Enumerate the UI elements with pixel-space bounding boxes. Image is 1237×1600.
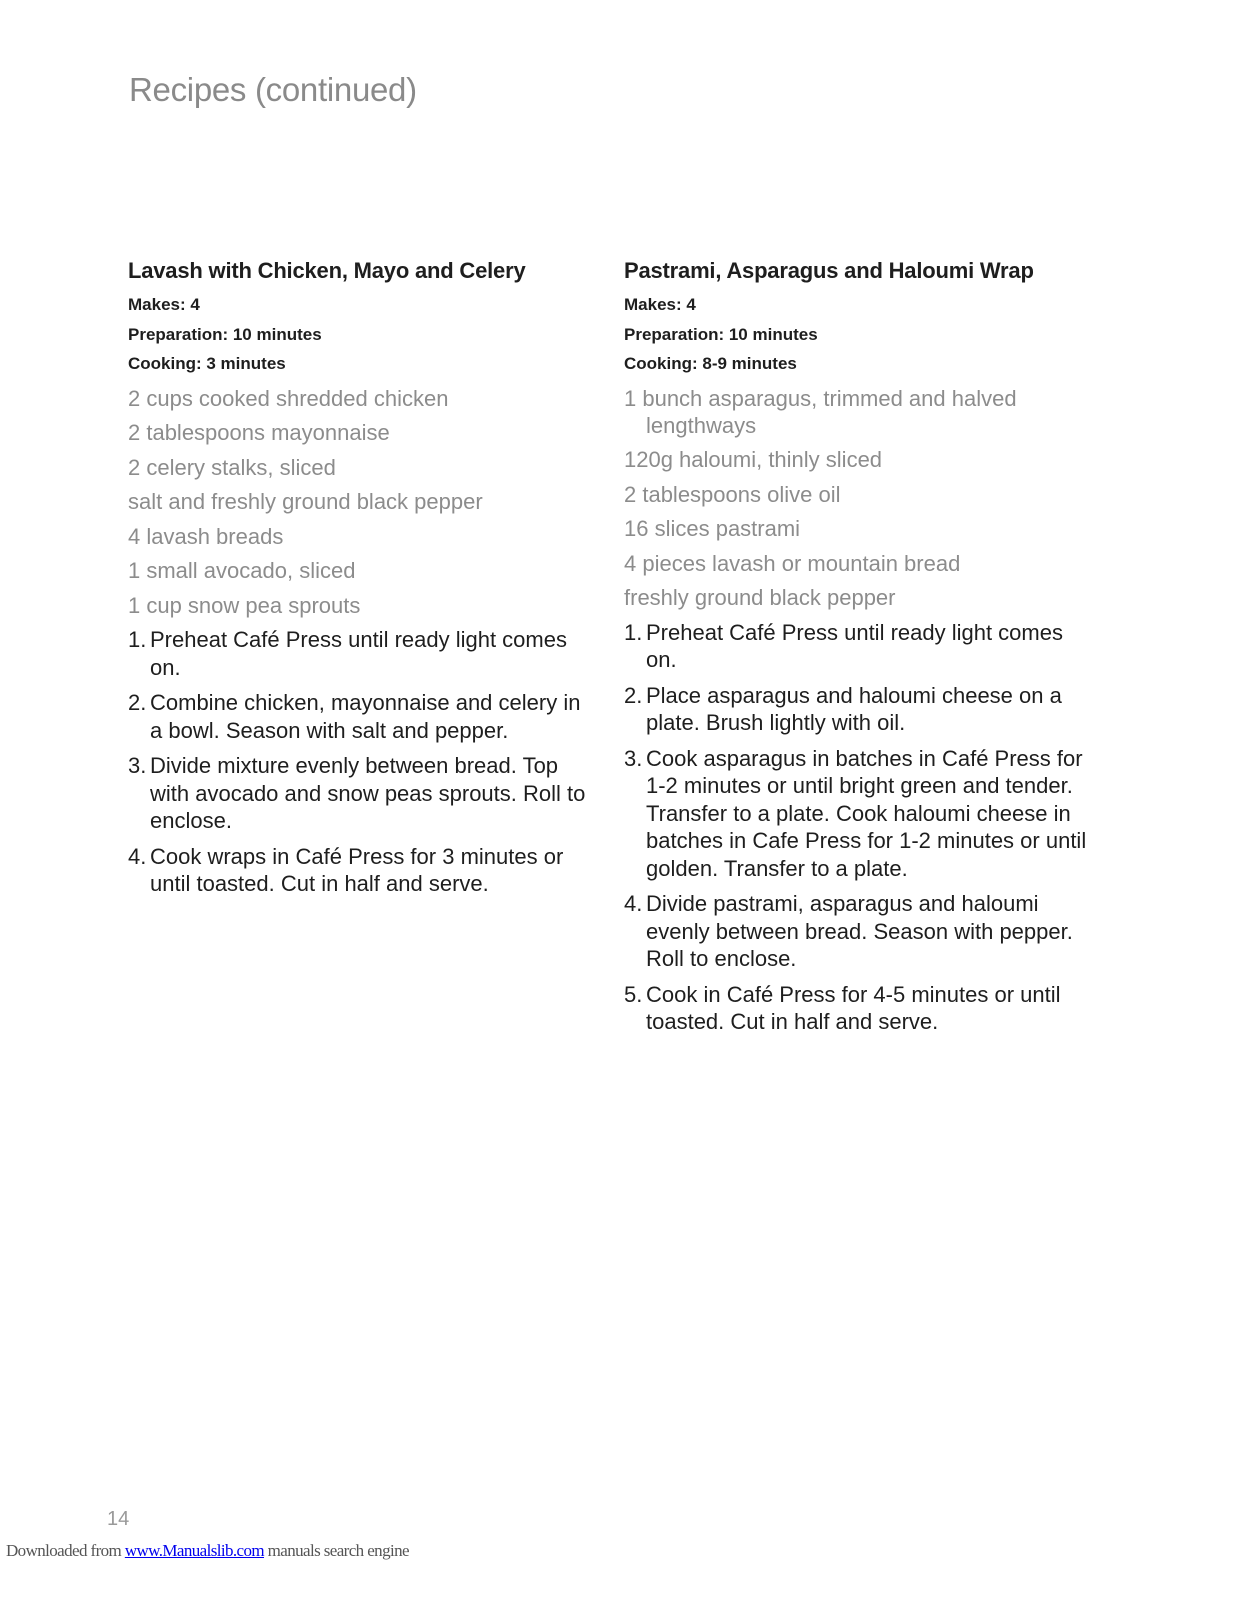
- method-step: [128, 689, 598, 744]
- method-step: [128, 626, 598, 681]
- method-step: [624, 619, 1094, 674]
- step-number: 2.: [128, 690, 147, 715]
- step-text: Preheat Café Press until ready light comes on.: [646, 619, 1063, 672]
- makes-label: Makes: 4: [128, 295, 200, 314]
- page-title: Recipes (continued): [129, 71, 417, 108]
- step-text: Cook asparagus in batches in Café Press for 1-2 minutes or until bright green and tender. Transfer to a plate. Cook haloumi cheese in batches in Cafe Press for 1-2 minutes or until golden. Transfer to a plate.: [646, 745, 1087, 881]
- step-number: 4.: [128, 843, 147, 869]
- recipe-meta: [128, 290, 598, 379]
- ingredient-item: 2 celery stalks, sliced: [128, 454, 336, 480]
- recipe-pastrami-wrap: [624, 256, 1094, 1044]
- ingredient-item: 2 tablespoons mayonnaise: [128, 420, 390, 445]
- ingredient-item: salt and freshly ground black pepper: [128, 489, 483, 514]
- step-text: Combine chicken, mayonnaise and celery in a bowl. Season with salt and pepper.: [150, 690, 581, 743]
- method-steps: [128, 626, 598, 898]
- method-steps: [624, 619, 1094, 1036]
- step-text: Divide mixture evenly between bread. Top with avocado and snow peas sprouts. Roll to enclose.: [150, 753, 586, 833]
- step-number: 2.: [624, 682, 643, 708]
- footer-suffix: manuals search engine: [264, 1541, 409, 1560]
- step-number: 3.: [624, 745, 643, 771]
- recipe-lavash-chicken: [128, 256, 598, 906]
- ingredient-list: [128, 385, 598, 619]
- makes-label: Makes: 4: [624, 295, 696, 314]
- step-number: 5.: [624, 981, 643, 1007]
- preparation-label: Preparation: 10 minutes: [624, 324, 818, 344]
- step-text: Place asparagus and haloumi cheese on a plate. Brush lightly with oil.: [646, 682, 1062, 735]
- footer-prefix: Downloaded from: [6, 1541, 125, 1560]
- ingredient-item: 1 bunch asparagus, trimmed and halved lengthways: [624, 385, 1017, 438]
- ingredient-item: freshly ground black pepper: [624, 585, 896, 610]
- step-text: Cook in Café Press for 4-5 minutes or until toasted. Cut in half and serve.: [646, 981, 1061, 1034]
- ingredient-item: 16 slices pastrami: [624, 516, 801, 541]
- ingredient-item: 1 small avocado, sliced: [128, 558, 356, 583]
- step-number: 3.: [128, 753, 147, 778]
- ingredient-item: 120g haloumi, thinly sliced: [624, 447, 883, 472]
- cooking-label: Cooking: 8-9 minutes: [624, 354, 797, 373]
- method-step: [624, 745, 1094, 883]
- ingredient-item: 2 tablespoons olive oil: [624, 481, 841, 507]
- method-step: [624, 682, 1094, 737]
- recipe-title: Pastrami, Asparagus and Haloumi Wrap: [624, 258, 1034, 283]
- recipe-meta: [624, 290, 1094, 379]
- recipe-title: Lavash with Chicken, Mayo and Celery: [128, 258, 526, 283]
- method-step: [624, 890, 1094, 973]
- ingredient-item: 2 cups cooked shredded chicken: [128, 385, 449, 411]
- page-number: 14: [107, 1508, 130, 1530]
- step-number: 1.: [624, 619, 643, 645]
- step-text: Divide pastrami, asparagus and haloumi evenly between bread. Season with pepper. Roll to enclose.: [646, 891, 1073, 971]
- ingredient-list: [624, 385, 1094, 612]
- download-footer: [6, 1541, 409, 1561]
- method-step: [624, 981, 1094, 1036]
- step-text: Cook wraps in Café Press for 3 minutes or until toasted. Cut in half and serve.: [150, 843, 564, 896]
- method-step: [128, 752, 598, 835]
- ingredient-item: 4 lavash breads: [128, 523, 284, 549]
- method-step: [128, 843, 598, 898]
- ingredient-item: 1 cup snow pea sprouts: [128, 592, 361, 618]
- step-number: 4.: [624, 891, 643, 916]
- step-number: 1.: [128, 627, 147, 652]
- cooking-label: Cooking: 3 minutes: [128, 354, 286, 373]
- ingredient-item: 4 pieces lavash or mountain bread: [624, 550, 961, 576]
- manualslib-link[interactable]: www.Manualslib.com: [124, 1541, 265, 1560]
- step-text: Preheat Café Press until ready light comes on.: [150, 627, 567, 680]
- preparation-label: Preparation: 10 minutes: [128, 324, 322, 344]
